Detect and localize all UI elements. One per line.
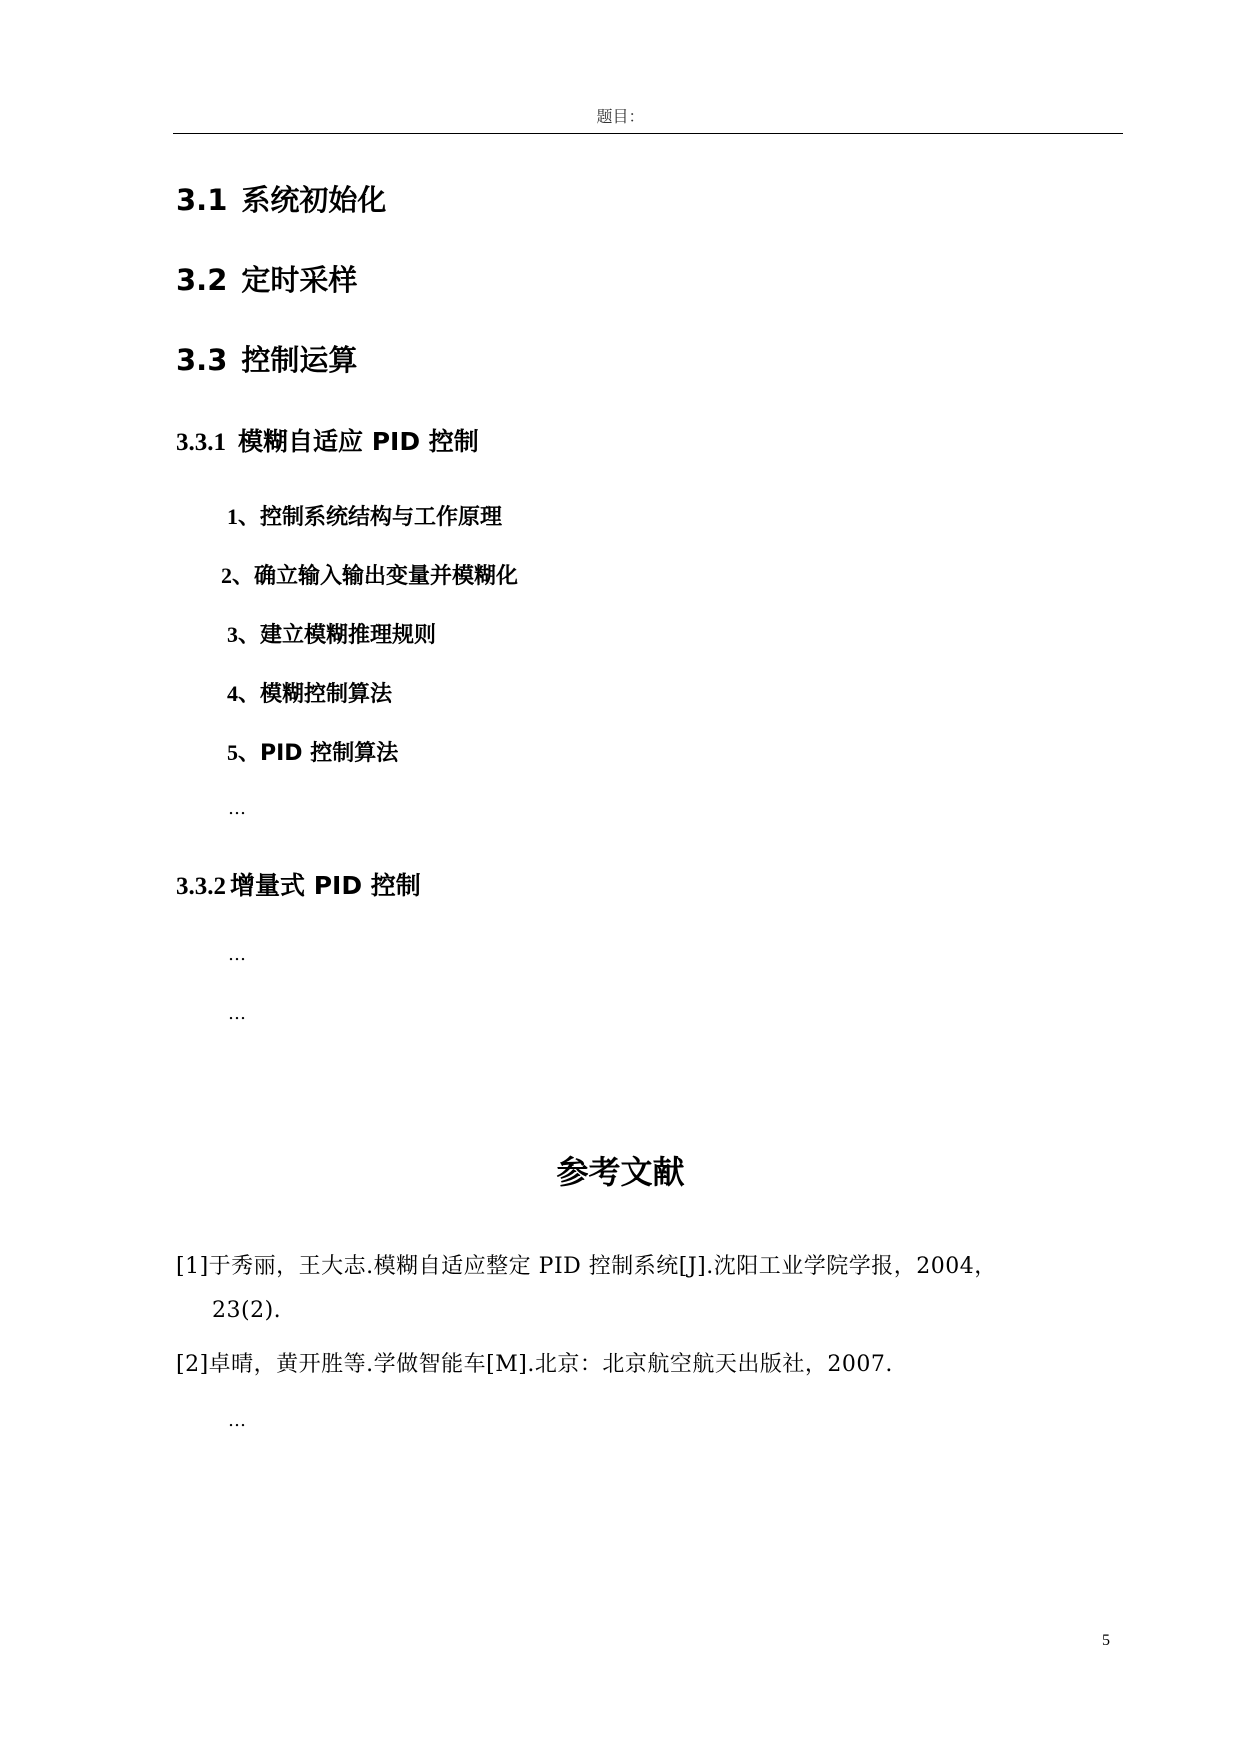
reference-item-1-line-1: [1]于秀丽，王大志.模糊自适应整定 PID 控制系统[J].沈阳工业学院学报，2004， — [176, 1254, 997, 1279]
heading-number: 3.3.1 — [176, 429, 226, 456]
heading-title: 定时采样 — [241, 263, 358, 297]
heading-3-3-1 — [176, 422, 479, 458]
ellipsis: … — [228, 798, 246, 819]
list-item-number: 2 — [221, 563, 232, 588]
list-item — [227, 500, 502, 531]
list-item-text: 、控制系统结构与工作原理 — [238, 505, 503, 530]
heading-3-3 — [176, 338, 357, 379]
heading-number: 3.1 — [176, 183, 228, 217]
reference-item-2: [2]卓晴，黄开胜等.学做智能车[M].北京：北京航空航天出版社，2007. — [176, 1352, 893, 1377]
heading-title: 增量式 PID 控制 — [230, 871, 421, 900]
ellipsis: … — [228, 1410, 246, 1431]
list-item — [227, 677, 392, 708]
header-rule — [173, 133, 1123, 134]
heading-number: 3.2 — [176, 263, 228, 297]
heading-title: 系统初始化 — [241, 183, 387, 217]
list-item-text: 、确立输入输出变量并模糊化 — [232, 564, 519, 589]
heading-title: 模糊自适应 PID 控制 — [238, 427, 479, 456]
list-item-number: 5 — [227, 740, 238, 765]
list-item — [221, 559, 518, 590]
list-item — [227, 618, 436, 649]
list-item-number: 3 — [227, 622, 238, 647]
list-item-text: 、模糊控制算法 — [238, 682, 393, 707]
list-item-number: 4 — [227, 681, 238, 706]
list-item-text: 、PID 控制算法 — [238, 741, 399, 766]
heading-3-1 — [176, 178, 386, 219]
references-title: 参考文献 — [556, 1153, 685, 1191]
heading-3-2 — [176, 258, 357, 299]
heading-number: 3.3.2 — [176, 873, 226, 900]
heading-number: 3.3 — [176, 343, 228, 377]
reference-item-1-line-2: 23(2). — [212, 1298, 282, 1323]
heading-3-3-2 — [176, 866, 421, 902]
list-item — [227, 736, 398, 767]
page-header: 题目： — [596, 107, 645, 126]
list-item-text: 、建立模糊推理规则 — [238, 623, 437, 648]
page-number: 5 — [1102, 1632, 1110, 1649]
ellipsis: … — [228, 944, 246, 965]
list-item-number: 1 — [227, 504, 238, 529]
heading-title: 控制运算 — [241, 343, 358, 377]
ellipsis: … — [228, 1003, 246, 1024]
